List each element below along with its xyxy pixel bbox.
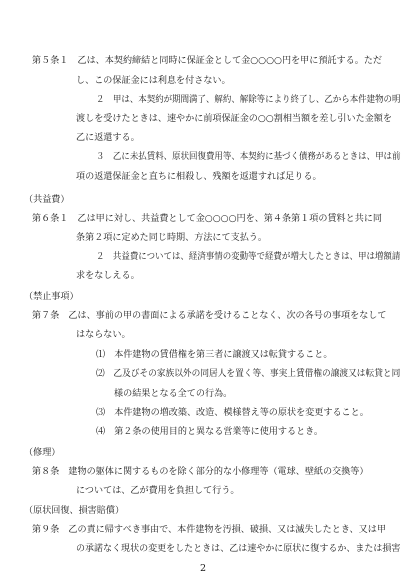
body-line: ２ 甲は、本契約が期間満了、解約、解除等により終了し、乙から本件建物の明 bbox=[96, 95, 401, 105]
body-line: ⑴ 本件建物の賃借権を第三者に譲渡又は転貸すること。 bbox=[96, 350, 333, 360]
body-line: の承諾なく現状の変更をしたときは、乙は速やかに原状に復するか、または損害 bbox=[76, 544, 401, 554]
body-line: 第９条 乙の責に帰すべき事由で、本件建物を汚損、破損、又は滅失したとき、又は甲 bbox=[32, 525, 386, 535]
body-line: ⑵ 乙及びその家族以外の同居人を置く等、事実上賃借権の譲渡又は転貸と同 bbox=[96, 369, 401, 379]
body-line: 条第２項に定めた同じ時期、方法にて支払う。 bbox=[76, 233, 267, 243]
body-line: 第７条 乙は、事前の甲の書面による承諾を受けることなく、次の各号の事項をなして bbox=[32, 311, 387, 321]
body-line: ⑶ 本件建物の増改築、改造、模様替え等の原状を変更すること。 bbox=[96, 408, 369, 418]
body-line: 求をなしえる。 bbox=[76, 271, 140, 281]
body-line: ２ 共益費については、経済事情の変動等で経費が増大したときは、甲は増額請 bbox=[96, 252, 401, 262]
body-line: はならない。 bbox=[76, 330, 131, 340]
body-line: し、この保証金には利息を付さない。 bbox=[76, 76, 231, 86]
section-heading: （共益費） bbox=[24, 195, 70, 205]
body-line: 第５条１ 乙は、本契約締結と同時に保証金として金○○○○円を甲に預託する。ただ bbox=[32, 56, 383, 66]
body-line: については、乙が費用を負担して行う。 bbox=[76, 486, 240, 496]
page-number: 2 bbox=[200, 563, 207, 574]
section-heading: （修理） bbox=[24, 448, 61, 458]
section-heading: （禁止事項） bbox=[24, 292, 79, 302]
body-line: ⑷ 第２条の使用目的と異なる営業等に使用するとき。 bbox=[96, 427, 323, 437]
body-line: 乙に返還する。 bbox=[76, 133, 140, 143]
section-heading: （原状回復、損害賠償） bbox=[24, 506, 125, 516]
body-line: 項の返還保証金と直ちに相殺し、残額を返還すれば足りる。 bbox=[76, 172, 322, 182]
body-line: 様の結果となる全ての行為。 bbox=[114, 389, 233, 399]
body-line: 第６条１ 乙は甲に対し、共益費として金○○○○円を、第４条第１項の賃料と共に同 bbox=[32, 214, 383, 224]
body-line: 第８条 建物の躯体に関するものを除く部分的な小修理等（電球、壁紙の交換等） bbox=[32, 467, 369, 477]
body-line: ３ 乙に未払賃料、原状回復費用等、本契約に基づく債務があるときは、甲は前 bbox=[96, 152, 401, 162]
body-line: 渡しを受けたときは、速やかに前項保証金の○○割相当額を差し引いた金額を bbox=[76, 114, 392, 124]
